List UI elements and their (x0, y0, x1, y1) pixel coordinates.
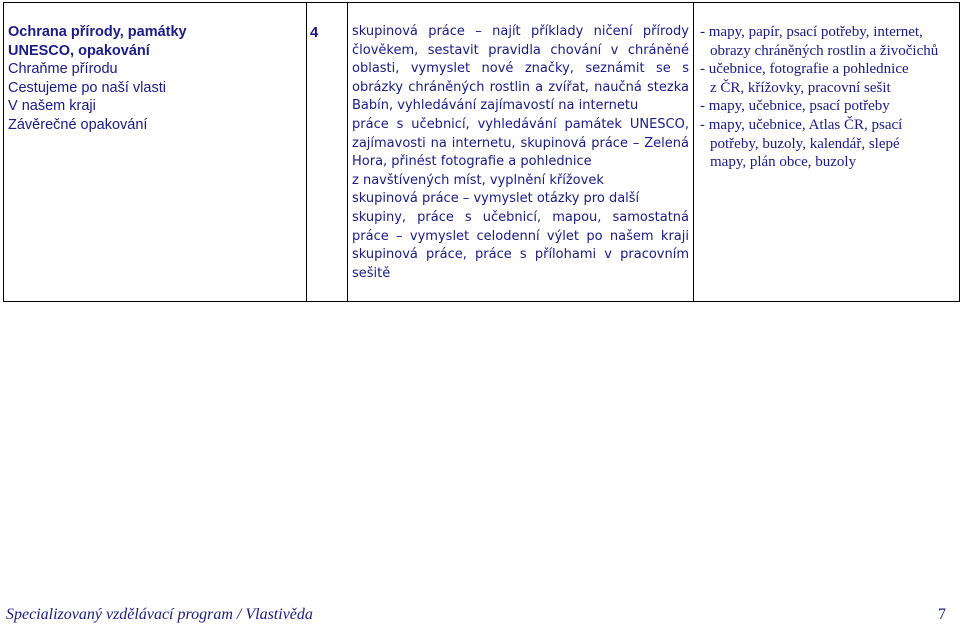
method-line: oblasti, vymyslet nové značky, seznámit se s (352, 61, 689, 77)
topic-line: V našem kraji (8, 98, 96, 114)
topic-line: Chraňme přírodu (8, 61, 118, 77)
aid-line: obrazy chráněných rostlin a živočichů (710, 42, 939, 59)
methods-cell (348, 3, 694, 302)
page-number: 7 (938, 606, 946, 623)
topic-line: Závěrečné opakování (8, 116, 148, 133)
aid-line: z ČR, křížovky, pracovní sešit (710, 79, 891, 96)
curriculum-table (3, 2, 960, 302)
aids-cell (694, 3, 960, 302)
topics-cell (4, 3, 307, 302)
method-line: skupinová práce – vymyslet otázky pro další (352, 191, 640, 207)
method-line: skupinová práce – najít příklady ničení přírody (352, 24, 689, 39)
aid-line: mapy, plán obce, buzoly (710, 154, 857, 171)
footer-title: Specializovaný vzdělávací program / Vlastivěda (6, 606, 313, 623)
topic-line: UNESCO, opakování (8, 42, 150, 59)
aid-line: - mapy, učebnice, psací potřeby (700, 98, 890, 115)
hours-value: 4 (310, 24, 319, 41)
table-row (4, 3, 960, 302)
method-line: z navštívených míst, vyplnění křížovek (352, 172, 604, 188)
aid-line: potřeby, buzoly, kalendář, slepé (710, 135, 900, 152)
method-line: skupinová práce, práce s přílohami v pracovním (352, 247, 689, 263)
hours-cell (307, 3, 348, 302)
topic-line: Ochrana přírody, památky (8, 24, 187, 40)
method-line: Babín, vyhledávání zajímavostí na internetu (352, 98, 639, 114)
method-line: Hora, přinést fotografie a pohlednice (352, 154, 592, 170)
method-line: práce – vymyslet celodenní výlet po našem kraji (352, 228, 689, 244)
method-line: člověkem, sestavit pravidla chování v chráněné (352, 42, 689, 58)
page-footer (6, 606, 946, 624)
method-line: skupiny, práce s učebnicí, mapou, samostatná (352, 209, 689, 225)
method-line: práce s učebnicí, vyhledávání památek UNESCO, (352, 116, 689, 132)
aid-line: - mapy, učebnice, Atlas ČR, psací (700, 116, 903, 133)
topic-line: Cestujeme po naší vlasti (8, 79, 166, 96)
aid-line: - mapy, papír, psací potřeby, internet, (700, 24, 923, 40)
method-line: zajímavosti na internetu, skupinová práce – Zelená (352, 135, 689, 151)
method-line: obrázky chráněných rostlin a zvířat, naučná stezka (352, 79, 689, 95)
aid-line: - učebnice, fotografie a pohlednice (700, 61, 909, 78)
method-line: sešitě (352, 265, 391, 281)
